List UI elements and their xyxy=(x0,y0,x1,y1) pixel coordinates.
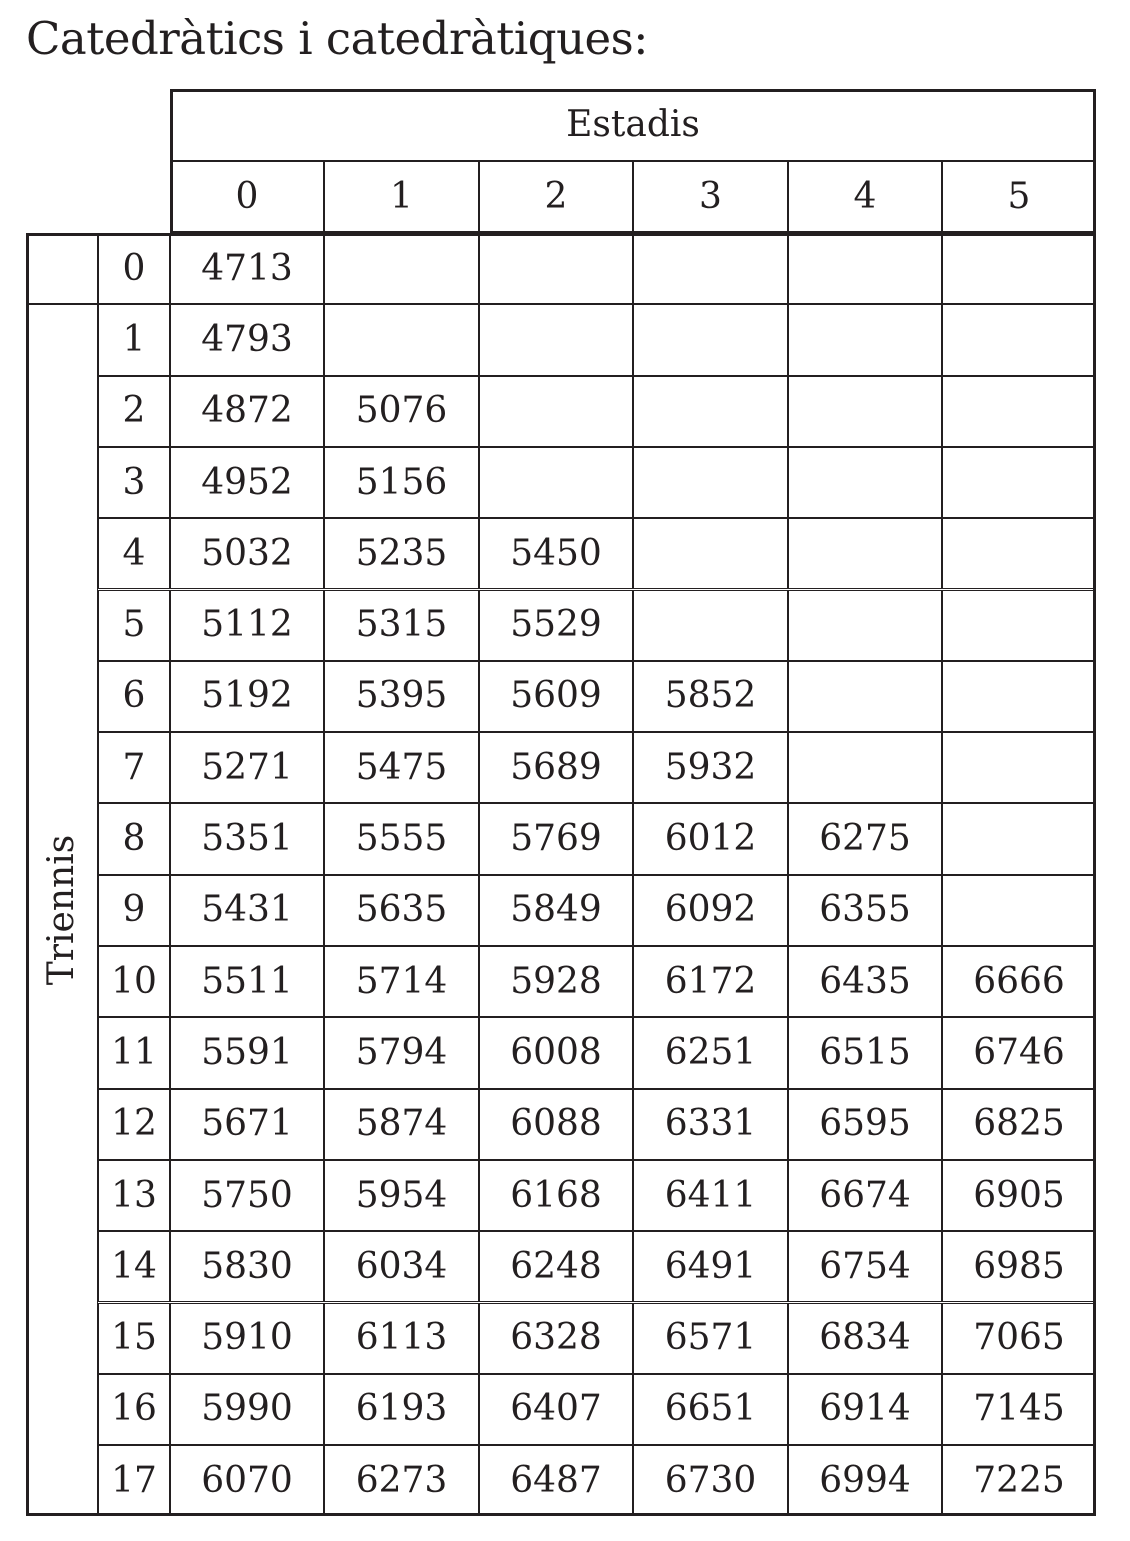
table-cell: 6193 xyxy=(324,1374,479,1445)
table-cell: 6994 xyxy=(788,1445,942,1516)
table-cell: 6331 xyxy=(633,1089,788,1160)
table-cell xyxy=(479,233,633,304)
table-cell xyxy=(942,376,1096,447)
table-cell xyxy=(633,376,788,447)
table-cell: 6034 xyxy=(324,1231,479,1302)
table-cell: 5192 xyxy=(170,661,324,732)
table-cell: 6834 xyxy=(788,1303,942,1374)
row-header: 6 xyxy=(98,661,170,732)
table-cell: 6914 xyxy=(788,1374,942,1445)
table-cell: 5431 xyxy=(170,875,324,946)
table-cell: 5032 xyxy=(170,518,324,589)
table-cell: 7065 xyxy=(942,1303,1096,1374)
table-cell: 5714 xyxy=(324,946,479,1017)
row-header: 7 xyxy=(98,732,170,803)
table-cell: 5794 xyxy=(324,1017,479,1088)
table-cell: 6754 xyxy=(788,1231,942,1302)
table-cell: 5932 xyxy=(633,732,788,803)
table-cell: 5928 xyxy=(479,946,633,1017)
table-cell: 5750 xyxy=(170,1160,324,1231)
table-cell: 5609 xyxy=(479,661,633,732)
table-cell xyxy=(633,447,788,518)
table-cell xyxy=(942,518,1096,589)
table-cell xyxy=(788,661,942,732)
row-header: 11 xyxy=(98,1017,170,1088)
table-cell xyxy=(633,304,788,375)
table-cell: 5529 xyxy=(479,590,633,661)
table-cell: 6491 xyxy=(633,1231,788,1302)
table-cell xyxy=(942,875,1096,946)
table-cell: 6168 xyxy=(479,1160,633,1231)
table-cell: 6008 xyxy=(479,1017,633,1088)
table-cell xyxy=(942,590,1096,661)
table-cell: 5351 xyxy=(170,803,324,874)
table-cell: 5235 xyxy=(324,518,479,589)
table-cell: 6746 xyxy=(942,1017,1096,1088)
table-cell: 6273 xyxy=(324,1445,479,1516)
table-cell: 6985 xyxy=(942,1231,1096,1302)
table-cell: 5156 xyxy=(324,447,479,518)
table-cell: 6666 xyxy=(942,946,1096,1017)
table-cell: 6595 xyxy=(788,1089,942,1160)
table-cell: 6674 xyxy=(788,1160,942,1231)
table-cell xyxy=(942,732,1096,803)
row-group-header xyxy=(26,304,98,1516)
table-cell: 6651 xyxy=(633,1374,788,1445)
row-header: 2 xyxy=(98,376,170,447)
row-header: 15 xyxy=(98,1303,170,1374)
table-cell: 5450 xyxy=(479,518,633,589)
table-cell xyxy=(788,732,942,803)
row-group-label: Triennis xyxy=(41,835,82,986)
table-cell xyxy=(324,304,479,375)
row-header: 9 xyxy=(98,875,170,946)
table-cell: 5830 xyxy=(170,1231,324,1302)
row-header: 12 xyxy=(98,1089,170,1160)
table-cell: 5874 xyxy=(324,1089,479,1160)
table-cell: 6172 xyxy=(633,946,788,1017)
table-cell xyxy=(788,304,942,375)
table-cell: 6012 xyxy=(633,803,788,874)
row-header: 16 xyxy=(98,1374,170,1445)
table-cell: 6092 xyxy=(633,875,788,946)
table-cell: 6248 xyxy=(479,1231,633,1302)
column-header: 5 xyxy=(942,161,1096,233)
row-header: 5 xyxy=(98,590,170,661)
column-header: 3 xyxy=(633,161,788,233)
empty-corner-cell xyxy=(26,233,98,304)
table-cell: 5849 xyxy=(479,875,633,946)
table-cell: 5910 xyxy=(170,1303,324,1374)
table-cell: 6411 xyxy=(633,1160,788,1231)
table-cell: 4952 xyxy=(170,447,324,518)
row-header: 4 xyxy=(98,518,170,589)
row-header: 14 xyxy=(98,1231,170,1302)
table-cell: 5511 xyxy=(170,946,324,1017)
table-cell xyxy=(942,447,1096,518)
table-cell xyxy=(479,304,633,375)
table-cell xyxy=(633,233,788,304)
table-cell: 6251 xyxy=(633,1017,788,1088)
table-cell: 5076 xyxy=(324,376,479,447)
table-cell: 6435 xyxy=(788,946,942,1017)
table-cell xyxy=(788,447,942,518)
column-header: 1 xyxy=(324,161,479,233)
table-cell: 5475 xyxy=(324,732,479,803)
table-cell: 5990 xyxy=(170,1374,324,1445)
row-header: 13 xyxy=(98,1160,170,1231)
table-cell: 6088 xyxy=(479,1089,633,1160)
table-cell: 5315 xyxy=(324,590,479,661)
table-cell: 4872 xyxy=(170,376,324,447)
table-cell: 4793 xyxy=(170,304,324,375)
column-group-header: Estadis xyxy=(170,89,1096,161)
table-cell: 5395 xyxy=(324,661,479,732)
table-cell xyxy=(633,590,788,661)
table-cell xyxy=(479,376,633,447)
column-header: 4 xyxy=(788,161,942,233)
table-cell xyxy=(788,590,942,661)
table-cell xyxy=(788,233,942,304)
table-cell: 5689 xyxy=(479,732,633,803)
row-header: 8 xyxy=(98,803,170,874)
table-cell: 5671 xyxy=(170,1089,324,1160)
table-cell: 6905 xyxy=(942,1160,1096,1231)
table-cell xyxy=(324,233,479,304)
table-cell xyxy=(942,803,1096,874)
table-cell xyxy=(633,518,788,589)
table-cell: 5769 xyxy=(479,803,633,874)
table-cell: 5954 xyxy=(324,1160,479,1231)
table-cell: 4713 xyxy=(170,233,324,304)
table-cell: 6407 xyxy=(479,1374,633,1445)
table-cell: 5271 xyxy=(170,732,324,803)
table-cell xyxy=(942,233,1096,304)
table-cell xyxy=(788,376,942,447)
table-cell xyxy=(942,304,1096,375)
table-cell: 5555 xyxy=(324,803,479,874)
table-cell: 5635 xyxy=(324,875,479,946)
table-cell: 5591 xyxy=(170,1017,324,1088)
page-title: Catedràtics i catedràtiques: xyxy=(26,12,648,65)
table-cell: 6515 xyxy=(788,1017,942,1088)
table-cell: 6113 xyxy=(324,1303,479,1374)
table-cell: 6487 xyxy=(479,1445,633,1516)
table-cell: 6275 xyxy=(788,803,942,874)
table-cell: 6825 xyxy=(942,1089,1096,1160)
row-header: 3 xyxy=(98,447,170,518)
table-cell xyxy=(479,447,633,518)
table-cell xyxy=(788,518,942,589)
table-cell xyxy=(942,661,1096,732)
table-cell: 6328 xyxy=(479,1303,633,1374)
row-header: 10 xyxy=(98,946,170,1017)
row-header: 0 xyxy=(98,233,170,304)
table-cell: 7225 xyxy=(942,1445,1096,1516)
table-cell: 6355 xyxy=(788,875,942,946)
row-header: 1 xyxy=(98,304,170,375)
table-cell: 7145 xyxy=(942,1374,1096,1445)
row-header: 17 xyxy=(98,1445,170,1516)
table-cell: 6070 xyxy=(170,1445,324,1516)
table-cell: 5852 xyxy=(633,661,788,732)
table-cell: 6571 xyxy=(633,1303,788,1374)
table-cell: 6730 xyxy=(633,1445,788,1516)
column-header: 0 xyxy=(170,161,324,233)
table-cell: 5112 xyxy=(170,590,324,661)
column-header: 2 xyxy=(479,161,633,233)
